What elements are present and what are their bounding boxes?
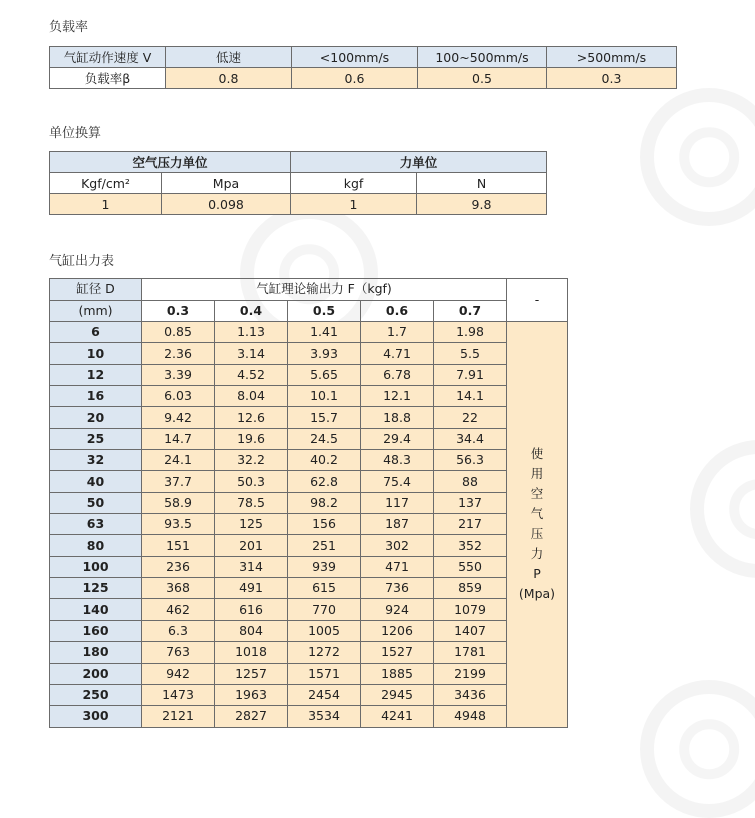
force-value-cell: 137: [434, 492, 507, 513]
load-rate-value: 0.3: [547, 68, 677, 89]
table-row: [50, 152, 547, 173]
force-value-cell: 942: [142, 663, 215, 684]
unit-value: 0.098: [162, 194, 291, 215]
force-value-cell: 491: [215, 578, 288, 599]
table-row: [50, 535, 568, 556]
bore-cell: 32: [50, 450, 142, 471]
force-value-cell: 5.65: [288, 364, 361, 385]
force-value-cell: 62.8: [288, 471, 361, 492]
force-value-cell: 156: [288, 514, 361, 535]
force-value-cell: 75.4: [361, 471, 434, 492]
table-row: [50, 599, 568, 620]
side-label-char: 力: [530, 546, 544, 562]
force-value-cell: 6.78: [361, 364, 434, 385]
bore-cell: 6: [50, 322, 142, 343]
load-rate-table: [49, 46, 677, 89]
bore-cell: 20: [50, 407, 142, 428]
table-row: [50, 471, 568, 492]
force-value-cell: 2.36: [142, 343, 215, 364]
bore-cell: 63: [50, 514, 142, 535]
force-value-cell: 615: [288, 578, 361, 599]
bore-cell: 100: [50, 556, 142, 577]
force-value-cell: 88: [434, 471, 507, 492]
force-value-cell: 368: [142, 578, 215, 599]
pressure-header: 0.7: [434, 300, 507, 322]
unit-cell: kgf: [291, 173, 417, 194]
force-value-cell: 2454: [288, 684, 361, 705]
force-value-cell: 1571: [288, 663, 361, 684]
force-value-cell: 3436: [434, 684, 507, 705]
force-value-cell: 924: [361, 599, 434, 620]
table-row: [50, 450, 568, 471]
unit-cell: Mpa: [162, 173, 291, 194]
force-value-cell: 1272: [288, 642, 361, 663]
pressure-header: 0.6: [361, 300, 434, 322]
speed-cell: >500mm/s: [547, 47, 677, 68]
bore-cell: 250: [50, 684, 142, 705]
bore-cell: 10: [50, 343, 142, 364]
force-value-cell: 1018: [215, 642, 288, 663]
side-label-char: 压: [530, 526, 544, 542]
bore-cell: 40: [50, 471, 142, 492]
force-value-cell: 8.04: [215, 386, 288, 407]
force-value-cell: 12.6: [215, 407, 288, 428]
table-row: [50, 407, 568, 428]
unit-conversion-table: [49, 151, 547, 215]
force-value-cell: 1.98: [434, 322, 507, 343]
table-row: [50, 578, 568, 599]
force-value-cell: 0.85: [142, 322, 215, 343]
force-value-cell: 24.5: [288, 428, 361, 449]
force-value-cell: 50.3: [215, 471, 288, 492]
force-value-cell: 40.2: [288, 450, 361, 471]
force-value-cell: 98.2: [288, 492, 361, 513]
load-rate-value: 0.6: [292, 68, 418, 89]
watermark-bearing-icon: [690, 440, 755, 578]
table-row: [50, 300, 568, 322]
force-value-cell: 29.4: [361, 428, 434, 449]
force-value-cell: 22: [434, 407, 507, 428]
side-label-char: 空: [530, 486, 544, 502]
force-value-cell: 14.7: [142, 428, 215, 449]
bore-label: 缸径 D: [50, 279, 142, 301]
bore-cell: 200: [50, 663, 142, 684]
table-row: [50, 663, 568, 684]
force-value-cell: 1527: [361, 642, 434, 663]
force-value-cell: 9.42: [142, 407, 215, 428]
bore-cell: 12: [50, 364, 142, 385]
force-value-cell: 3534: [288, 706, 361, 727]
force-value-cell: 6.03: [142, 386, 215, 407]
side-label-char: (Mpa): [518, 586, 556, 602]
force-value-cell: 5.5: [434, 343, 507, 364]
force-value-cell: 3.39: [142, 364, 215, 385]
force-value-cell: 236: [142, 556, 215, 577]
table-row: [50, 620, 568, 641]
watermark-bearing-icon: [640, 88, 755, 226]
table-row: [50, 322, 568, 343]
force-value-cell: 78.5: [215, 492, 288, 513]
force-value-cell: 2199: [434, 663, 507, 684]
table-row: [50, 194, 547, 215]
force-value-cell: 1079: [434, 599, 507, 620]
table-row: [50, 642, 568, 663]
force-value-cell: 32.2: [215, 450, 288, 471]
speed-cell: 低速: [166, 47, 292, 68]
force-value-cell: 58.9: [142, 492, 215, 513]
force-value-cell: 14.1: [434, 386, 507, 407]
force-value-cell: 117: [361, 492, 434, 513]
force-value-cell: 4948: [434, 706, 507, 727]
table-row: [50, 514, 568, 535]
force-value-cell: 550: [434, 556, 507, 577]
dash-cell: -: [507, 279, 568, 322]
force-value-cell: 1206: [361, 620, 434, 641]
bore-cell: 125: [50, 578, 142, 599]
force-value-cell: 7.91: [434, 364, 507, 385]
force-value-cell: 616: [215, 599, 288, 620]
force-value-cell: 2827: [215, 706, 288, 727]
force-table-title: 气缸出力表: [49, 254, 115, 269]
bore-cell: 16: [50, 386, 142, 407]
cylinder-force-table: [49, 278, 568, 728]
force-value-cell: 217: [434, 514, 507, 535]
side-label-char: 用: [530, 466, 544, 482]
table-row: [50, 386, 568, 407]
bore-unit: (mm): [50, 300, 142, 322]
unit-value: 1: [291, 194, 417, 215]
bore-cell: 300: [50, 706, 142, 727]
force-value-cell: 4.71: [361, 343, 434, 364]
watermark-bearing-icon: [640, 680, 755, 818]
table-row: [50, 343, 568, 364]
force-value-cell: 770: [288, 599, 361, 620]
bore-cell: 160: [50, 620, 142, 641]
force-value-cell: 939: [288, 556, 361, 577]
unit-value: 1: [50, 194, 162, 215]
force-value-cell: 1473: [142, 684, 215, 705]
bore-cell: 180: [50, 642, 142, 663]
force-value-cell: 471: [361, 556, 434, 577]
air-pressure-unit-header: 空气压力单位: [50, 152, 291, 173]
force-value-cell: 151: [142, 535, 215, 556]
force-value-cell: 18.8: [361, 407, 434, 428]
force-value-cell: 19.6: [215, 428, 288, 449]
force-value-cell: 1.7: [361, 322, 434, 343]
force-value-cell: 251: [288, 535, 361, 556]
force-value-cell: 1781: [434, 642, 507, 663]
force-value-cell: 56.3: [434, 450, 507, 471]
force-value-cell: 125: [215, 514, 288, 535]
force-value-cell: 2945: [361, 684, 434, 705]
speed-header-cell: 气缸动作速度 V: [50, 47, 166, 68]
speed-cell: 100~500mm/s: [418, 47, 547, 68]
force-value-cell: 314: [215, 556, 288, 577]
force-value-cell: 1.13: [215, 322, 288, 343]
force-value-cell: 6.3: [142, 620, 215, 641]
force-value-cell: 4.52: [215, 364, 288, 385]
force-value-cell: 4241: [361, 706, 434, 727]
table-row: [50, 428, 568, 449]
table-row: [50, 364, 568, 385]
force-unit-header: 力单位: [291, 152, 547, 173]
side-label-char: 气: [530, 506, 544, 522]
side-label-char: P: [533, 566, 541, 582]
force-value-cell: 48.3: [361, 450, 434, 471]
table-row: [50, 706, 568, 727]
load-rate-value: 0.8: [166, 68, 292, 89]
force-value-cell: 1.41: [288, 322, 361, 343]
table-row: [50, 173, 547, 194]
pressure-header: 0.3: [142, 300, 215, 322]
table-row: [50, 556, 568, 577]
force-value-cell: 1407: [434, 620, 507, 641]
force-header: 气缸理论输出力 F（kgf): [142, 279, 507, 301]
table-row: [50, 684, 568, 705]
force-value-cell: 462: [142, 599, 215, 620]
force-value-cell: 736: [361, 578, 434, 599]
load-rate-value: 0.5: [418, 68, 547, 89]
force-value-cell: 34.4: [434, 428, 507, 449]
force-value-cell: 1885: [361, 663, 434, 684]
unit-conversion-title: 单位换算: [49, 126, 102, 141]
load-rate-row-label: 负载率β: [50, 68, 166, 89]
load-rate-title: 负载率: [49, 20, 89, 35]
force-value-cell: 187: [361, 514, 434, 535]
force-value-cell: 1257: [215, 663, 288, 684]
force-value-cell: 352: [434, 535, 507, 556]
force-value-cell: 93.5: [142, 514, 215, 535]
pressure-header: 0.5: [288, 300, 361, 322]
force-value-cell: 37.7: [142, 471, 215, 492]
pressure-header: 0.4: [215, 300, 288, 322]
table-row: [50, 279, 568, 301]
side-label-char: 使: [530, 446, 544, 462]
force-value-cell: 12.1: [361, 386, 434, 407]
table-row: [50, 492, 568, 513]
bore-cell: 140: [50, 599, 142, 620]
unit-cell: N: [417, 173, 547, 194]
force-value-cell: 859: [434, 578, 507, 599]
force-value-cell: 10.1: [288, 386, 361, 407]
force-value-cell: 201: [215, 535, 288, 556]
force-value-cell: 763: [142, 642, 215, 663]
unit-value: 9.8: [417, 194, 547, 215]
unit-cell: Kgf/cm²: [50, 173, 162, 194]
force-value-cell: 302: [361, 535, 434, 556]
speed-cell: <100mm/s: [292, 47, 418, 68]
bore-cell: 80: [50, 535, 142, 556]
force-value-cell: 804: [215, 620, 288, 641]
force-value-cell: 15.7: [288, 407, 361, 428]
bore-cell: 25: [50, 428, 142, 449]
table-row: [50, 47, 677, 68]
force-value-cell: 1005: [288, 620, 361, 641]
force-value-cell: 3.93: [288, 343, 361, 364]
bore-cell: 50: [50, 492, 142, 513]
pressure-side-label: [507, 322, 568, 728]
force-value-cell: 2121: [142, 706, 215, 727]
force-value-cell: 3.14: [215, 343, 288, 364]
force-value-cell: 1963: [215, 684, 288, 705]
table-row: [50, 68, 677, 89]
force-value-cell: 24.1: [142, 450, 215, 471]
